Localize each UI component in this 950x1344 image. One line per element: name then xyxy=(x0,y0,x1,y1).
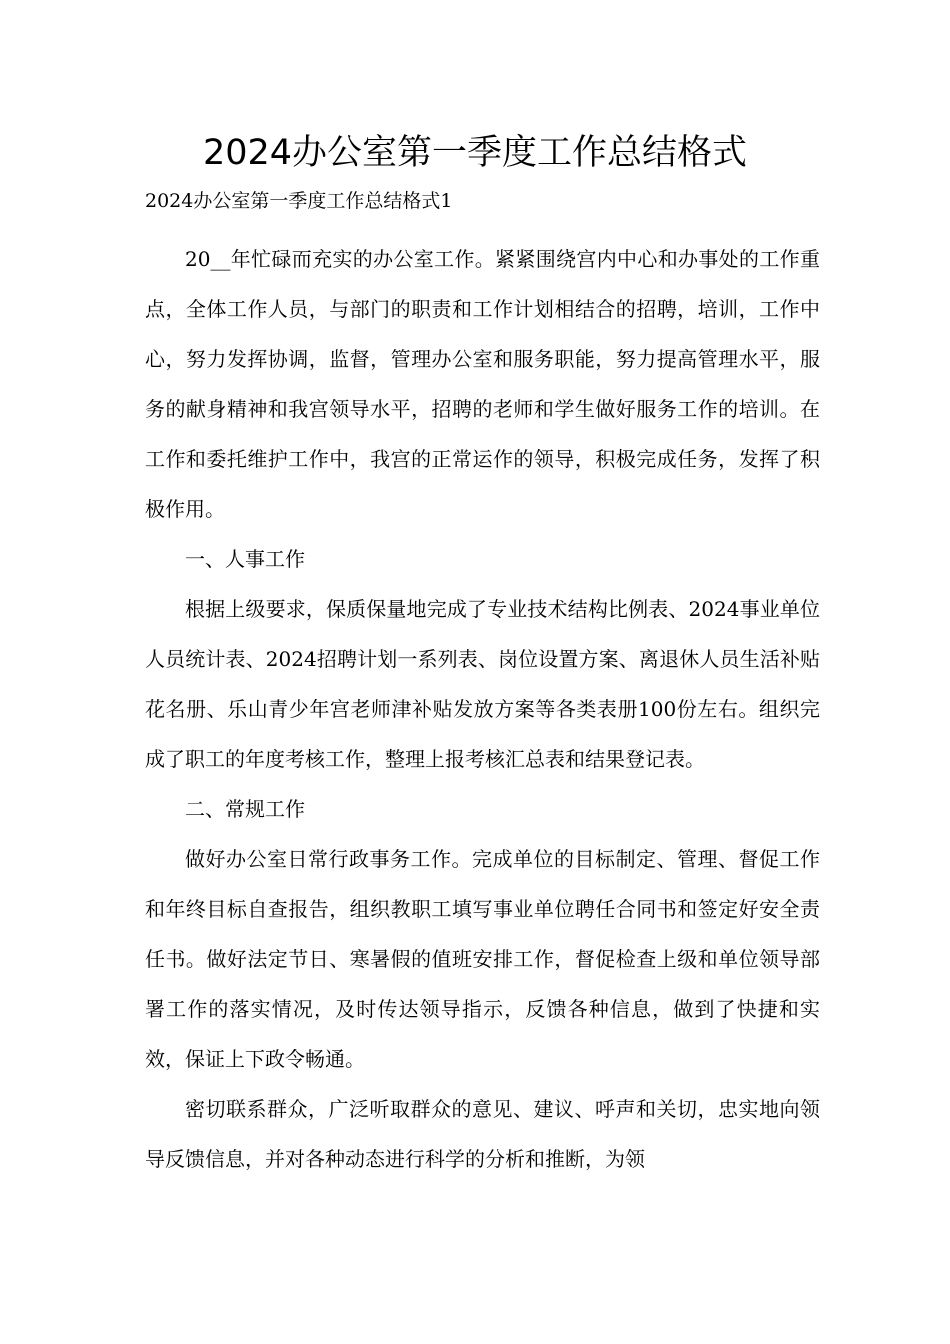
document-body xyxy=(145,234,820,1184)
section-heading-routine: 二、常规工作 xyxy=(185,797,305,821)
paragraph-routine: 做好办公室日常行政事务工作。完成单位的目标制定、管理、督促工作和年终目标自查报告，组织教职工填写事业单位聘任合同书和签定好安全责任书。做好法定节日、寒暑假的值班安排工作，督促检查上级和单位领导部署工作的落实情况，及时传达领导指示，反馈各种信息，做到了快捷和实效，保证上下政令畅通。 xyxy=(145,847,820,1071)
paragraph-intro: 20__年忙碌而充实的办公室工作。紧紧围绕宫内中心和办事处的工作重点，全体工作人员，与部门的职责和工作计划相结合的招聘，培训，工作中心，努力发挥协调，监督，管理办公室和服务职能，努力提高管理水平，服务的献身精神和我宫领导水平，招聘的老师和学生做好服务工作的培训。在工作和委托维护工作中，我宫的正常运作的领导，积极完成任务，发挥了积极作用。 xyxy=(145,247,820,521)
section-heading-personnel: 一、人事工作 xyxy=(185,547,305,571)
paragraph-contact: 密切联系群众，广泛听取群众的意见、建议、呼声和关切，忠实地向领导反馈信息，并对各种动态进行科学的分析和推断，为领 xyxy=(145,1097,820,1171)
document-title: 2024办公室第一季度工作总结格式 xyxy=(202,133,748,173)
document-subtitle: 2024办公室第一季度工作总结格式1 xyxy=(145,190,453,212)
paragraph-personnel: 根据上级要求，保质保量地完成了专业技术结构比例表、2024事业单位人员统计表、2024招聘计划一系列表、岗位设置方案、离退休人员生活补贴花名册、乐山青少年宫老师津补贴发放方案等各类表册100份左右。组织完成了职工的年度考核工作，整理上报考核汇总表和结果登记表。 xyxy=(145,597,820,771)
